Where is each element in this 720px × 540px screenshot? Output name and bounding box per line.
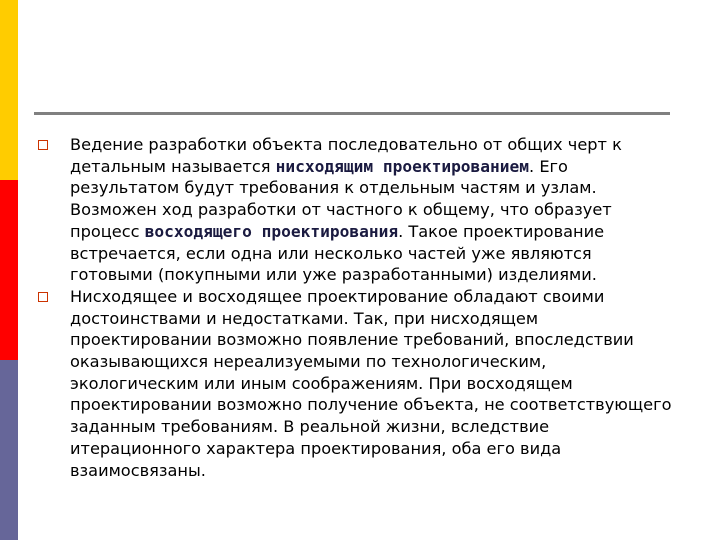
- bullet-item-design-directions: [36, 134, 676, 286]
- bullet-item-pros-cons: [36, 286, 676, 481]
- accent-stripe-purple: [0, 360, 18, 540]
- bullet-text: Ведение разработки объекта последовательно от общих черт к детальным называется: [70, 135, 622, 176]
- square-bullet-icon: [38, 140, 48, 150]
- term-bottom-up-design: восходящего проектирования: [144, 221, 399, 241]
- bullet-text: Нисходящее и восходящее проектирование обладают своими достоинствами и недостатками. Так, при нисходящем проектировании возможно появление требований, впоследствии оказывающихся нереализуемыми по технологическим, экологическим или иным соображениям. При восходящем проектировании возможно получение объекта, не соответствующего заданным требованиям. В реальной жизни, вследствие итерационного характера проектирования, оба его вида взаимосвязаны.: [70, 286, 672, 480]
- term-top-down-design: нисходящим проектированием: [275, 156, 530, 176]
- bullet-text: . Такое проектирование встречается, если одна или несколько частей уже являются готовыми (покупными или уже разработанными) изделиями.: [70, 221, 605, 285]
- bullet-text: . Его результатом будут требования к отдельным частям и узлам. Возможен ход разработки от частного к общему, что образует процесс: [70, 156, 612, 241]
- accent-stripe-red: [0, 180, 18, 360]
- accent-stripe-yellow: [0, 0, 18, 180]
- square-bullet-icon: [38, 292, 48, 302]
- title-divider: [34, 112, 670, 115]
- slide-body: [36, 134, 676, 481]
